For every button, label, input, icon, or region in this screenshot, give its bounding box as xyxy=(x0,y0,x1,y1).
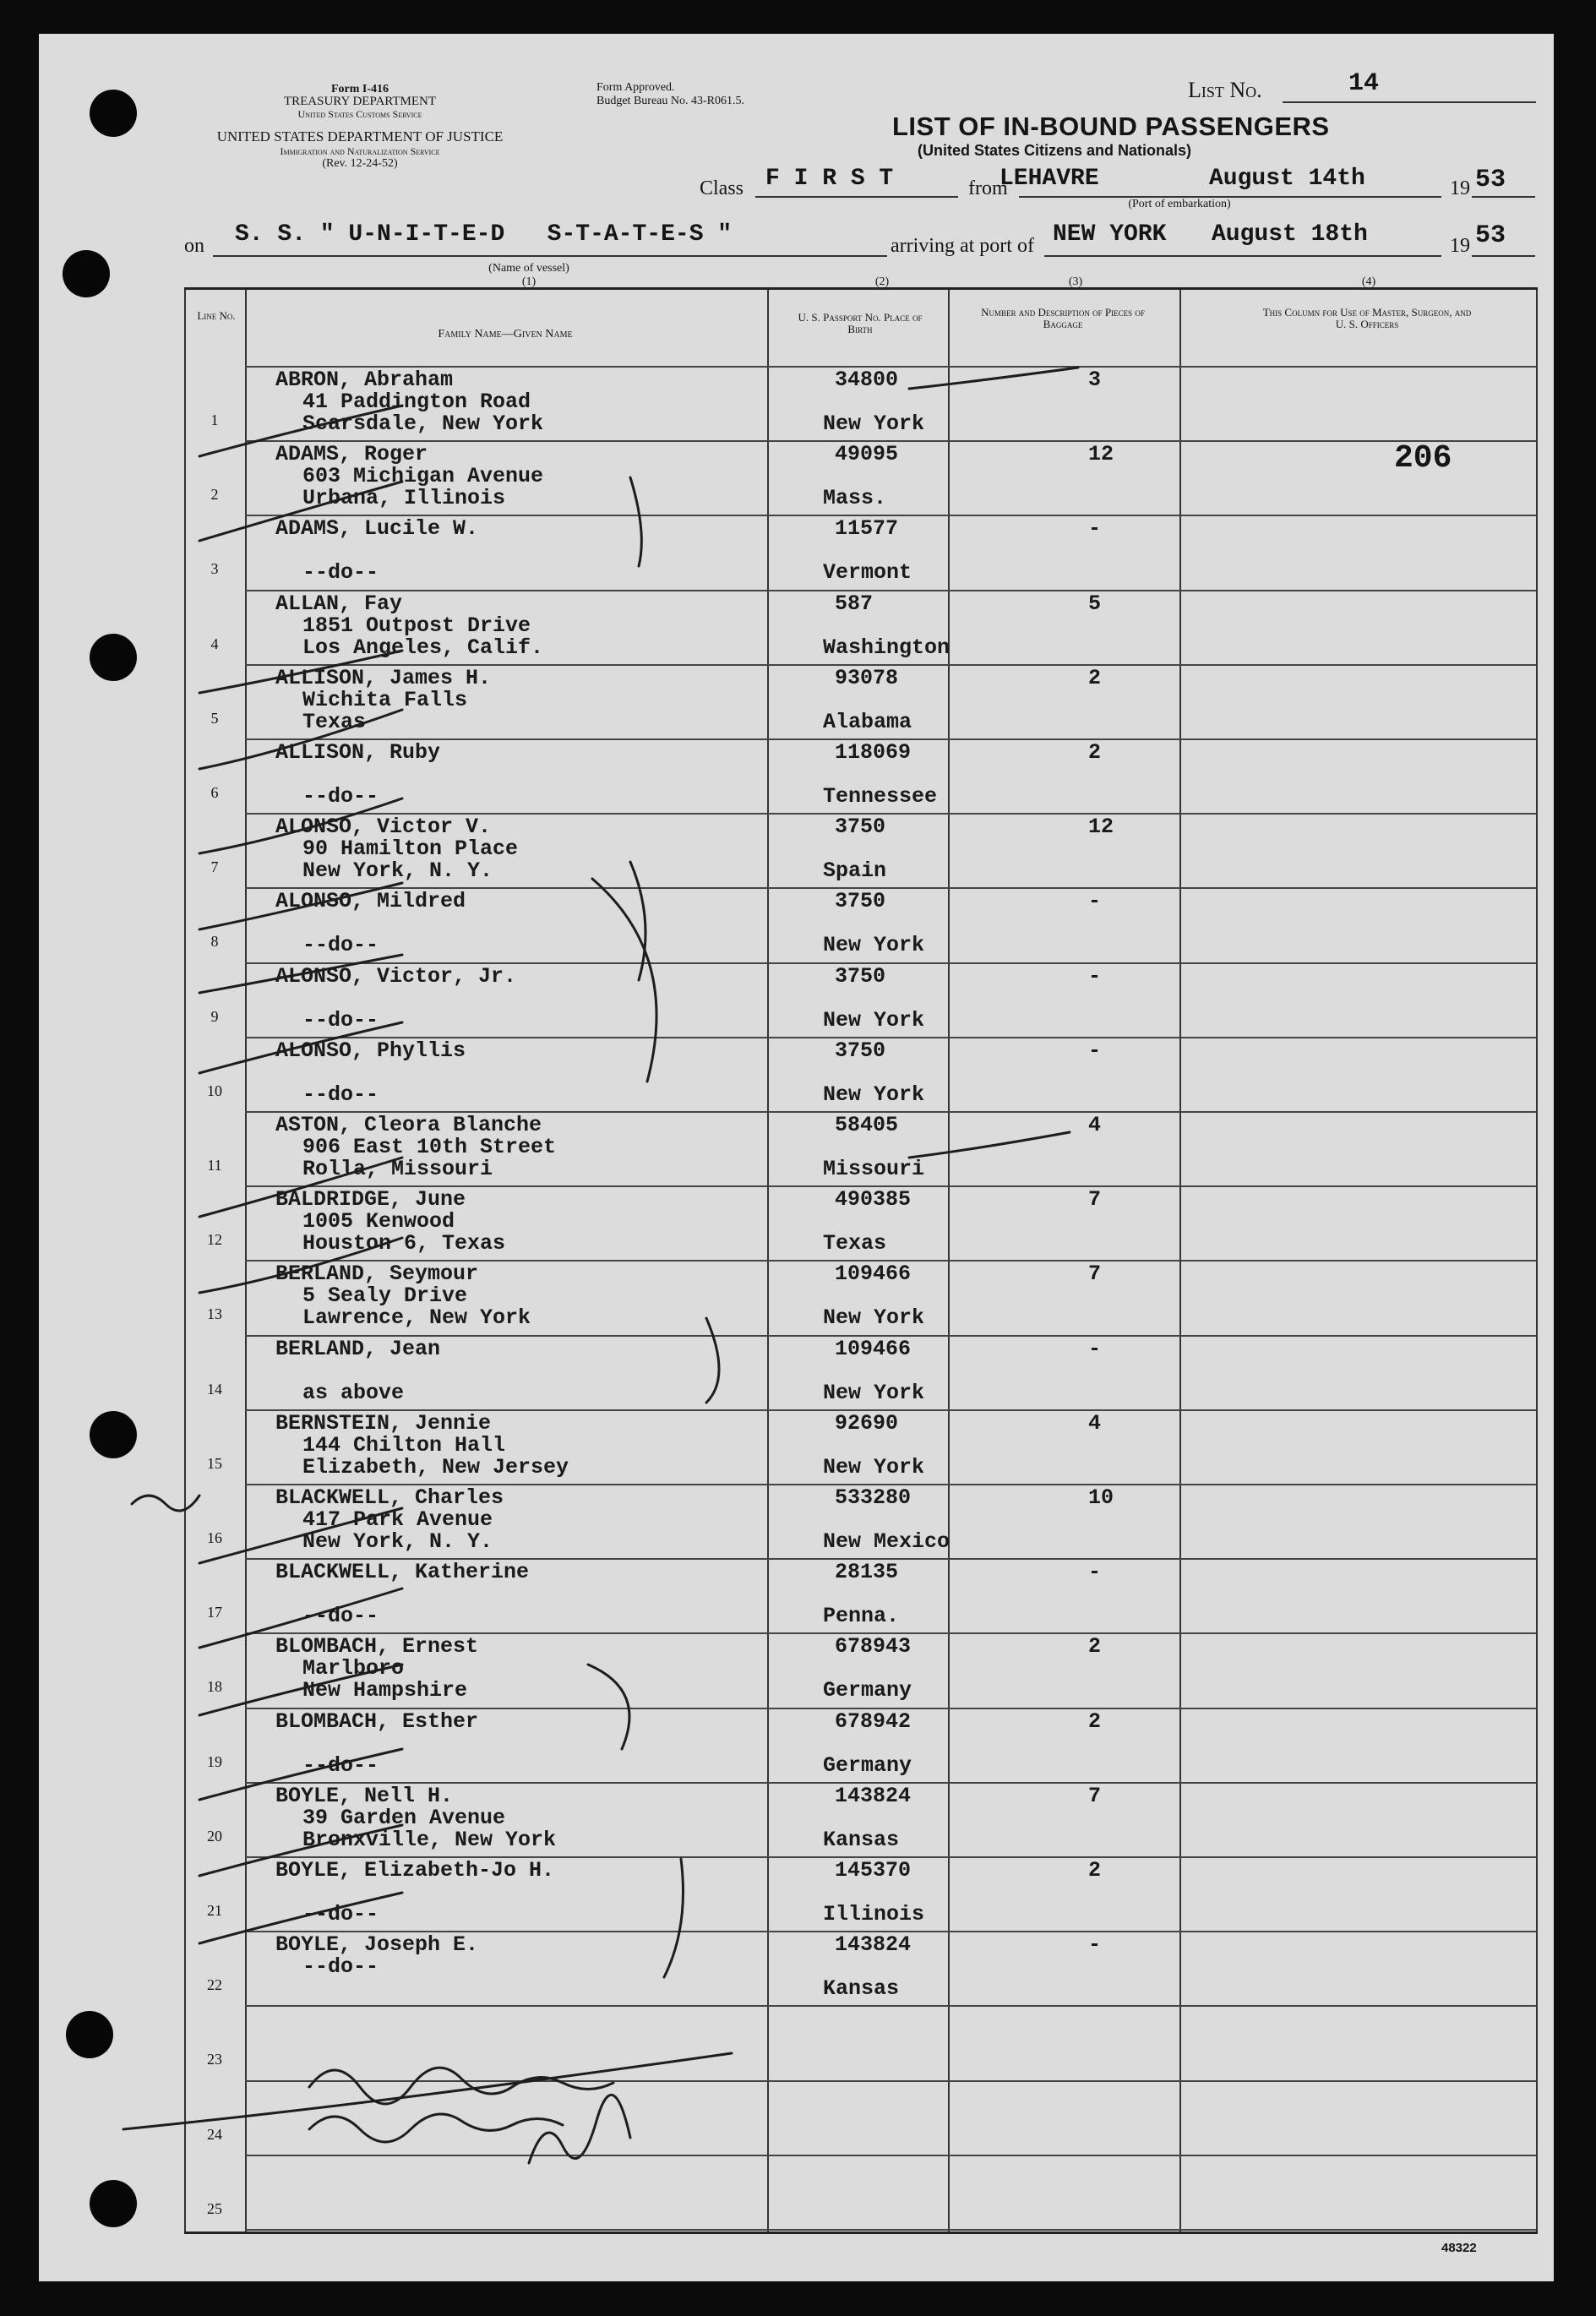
on-label: on xyxy=(184,235,204,257)
passenger-name: ADAMS, Lucile W. xyxy=(275,516,479,542)
baggage-count: 12 xyxy=(1088,815,1114,840)
address-line-2: Rolla, Missouri xyxy=(302,1157,493,1181)
col-header-line: Line No. xyxy=(197,309,236,322)
arrival-port: NEW YORK xyxy=(1053,221,1167,248)
line-number: 19 xyxy=(207,1752,222,1770)
birth-place: Spain xyxy=(823,858,887,884)
line-number: 17 xyxy=(207,1604,222,1621)
from-date: August 14th xyxy=(1209,166,1365,192)
baggage-count: 10 xyxy=(1088,1485,1114,1510)
passenger-name: ALLISON, James H. xyxy=(275,665,492,690)
arrival-date: August 18th xyxy=(1212,221,1368,248)
baggage-count: - xyxy=(1088,963,1102,989)
line-number: 22 xyxy=(207,1976,222,1994)
baggage-count: - xyxy=(1088,1560,1102,1585)
birth-place: Kansas xyxy=(823,1827,900,1852)
passenger-name: ADAMS, Roger xyxy=(275,442,428,467)
passport-number: 3750 xyxy=(835,963,886,989)
passport-number: 34800 xyxy=(835,368,899,392)
line-number: 10 xyxy=(207,1082,222,1099)
baggage-count: - xyxy=(1088,1932,1102,1958)
line-number: 7 xyxy=(210,858,219,876)
passenger-name: BOYLE, Elizabeth-Jo H. xyxy=(275,1858,555,1883)
col-header-name: Family Name—Given Name xyxy=(438,328,573,341)
line-number: 20 xyxy=(207,1827,222,1845)
line-number: 16 xyxy=(207,1529,222,1546)
page-title: LIST OF IN-BOUND PASSENGERS xyxy=(892,112,1330,141)
passport-number: 490385 xyxy=(835,1187,912,1212)
passport-number: 118069 xyxy=(835,740,912,765)
passport-number: 93078 xyxy=(835,665,899,690)
address-line-1: 144 Chilton Hall xyxy=(302,1432,506,1458)
address-line-2: --do-- xyxy=(302,1604,379,1629)
address-line-2: Lawrence, New York xyxy=(302,1305,531,1331)
line-number: 6 xyxy=(210,784,219,801)
form-number: Form I-416 xyxy=(330,83,389,95)
address-line-2: Los Angeles, Calif. xyxy=(302,635,544,660)
passenger-name: BLOMBACH, Ernest xyxy=(275,1634,479,1659)
col2-number: (2) xyxy=(874,275,890,288)
birth-place: New York xyxy=(823,933,925,958)
address-line-2: --do-- xyxy=(302,933,379,958)
year2-prefix: 19 xyxy=(1450,235,1470,257)
page-subtitle: (United States Citizens and Nationals) xyxy=(918,142,1192,159)
baggage-count: - xyxy=(1088,1336,1102,1361)
handwritten-marks xyxy=(39,34,1554,2281)
address-line-1: 906 East 10th Street xyxy=(302,1135,557,1159)
from-port: LEHAVRE xyxy=(1000,166,1099,192)
passport-number: 587 xyxy=(835,591,874,616)
line-number: 14 xyxy=(207,1380,222,1398)
footer-code: 48322 xyxy=(1441,2241,1477,2255)
passport-number: 109466 xyxy=(835,1336,912,1361)
col4-number: (4) xyxy=(1361,275,1376,288)
passenger-name: ALLISON, Ruby xyxy=(275,740,441,765)
address-line-2: --do-- xyxy=(302,1007,379,1033)
address-line-2: Houston 6, Texas xyxy=(302,1231,506,1256)
address-line-2: Texas xyxy=(302,709,367,734)
baggage-count: 7 xyxy=(1088,1262,1102,1287)
list-no-value: 14 xyxy=(1348,69,1380,98)
passenger-name: BLOMBACH, Esther xyxy=(275,1708,479,1734)
col-header-passport: U. S. Passport No. Place of Birth xyxy=(798,311,923,335)
col-header-officers: This Column for Use of Master, Surgeon, and U. S. Officers xyxy=(1262,306,1472,330)
passenger-name: ASTON, Cleora Blanche xyxy=(275,1113,542,1137)
address-line-2: Urbana, Illinois xyxy=(302,486,506,511)
passenger-name: BERLAND, Seymour xyxy=(275,1262,479,1287)
birth-place: Vermont xyxy=(823,560,912,586)
passport-number: 145370 xyxy=(835,1858,912,1883)
address-line-1: 1851 Outpost Drive xyxy=(302,613,531,638)
birth-place: Germany xyxy=(823,1678,912,1703)
manifest-page xyxy=(39,34,1554,2281)
birth-place: Penna. xyxy=(823,1604,900,1629)
line-number: 23 xyxy=(207,2051,222,2068)
line-number: 9 xyxy=(210,1007,219,1025)
passenger-name: ALONSO, Phyllis xyxy=(275,1038,466,1063)
agency-justice: UNITED STATES DEPARTMENT OF JUSTICE xyxy=(216,128,504,144)
passenger-name: BOYLE, Nell H. xyxy=(275,1783,454,1808)
passenger-name: BERLAND, Jean xyxy=(275,1336,441,1361)
birth-place: Missouri xyxy=(823,1157,925,1181)
form-approved: Form Approved. xyxy=(596,81,675,94)
birth-place: Texas xyxy=(823,1231,887,1256)
address-line-2: --do-- xyxy=(302,1752,379,1778)
address-line-1: 603 Michigan Avenue xyxy=(302,464,544,489)
passport-number: 109466 xyxy=(835,1262,912,1287)
address-line-2: Elizabeth, New Jersey xyxy=(302,1454,569,1480)
baggage-count: 12 xyxy=(1088,442,1114,467)
address-line-1: --do-- xyxy=(302,1954,379,1980)
passport-number: 3750 xyxy=(835,889,886,914)
address-line-1: 5 Sealy Drive xyxy=(302,1283,468,1309)
agency-customs: United States Customs Service xyxy=(297,108,422,120)
line-number: 5 xyxy=(210,709,219,727)
passport-number: 143824 xyxy=(835,1932,912,1958)
address-line-1: 417 Park Avenue xyxy=(302,1507,493,1532)
passenger-name: ALONSO, Victor V. xyxy=(275,815,492,840)
baggage-count: 5 xyxy=(1088,591,1102,616)
baggage-count: 4 xyxy=(1088,1113,1102,1137)
birth-place: Germany xyxy=(823,1752,912,1778)
arriving-label: arriving at port of xyxy=(891,235,1034,257)
birth-place: New York xyxy=(823,1007,925,1033)
address-line-2: Bronxville, New York xyxy=(302,1827,557,1852)
birth-place: Kansas xyxy=(823,1976,900,2002)
address-line-2: Scarsdale, New York xyxy=(302,411,544,436)
passenger-name: ALLAN, Fay xyxy=(275,591,403,616)
line-number: 15 xyxy=(207,1454,222,1472)
agency-treasury: TREASURY DEPARTMENT xyxy=(283,95,437,108)
passenger-name: BERNSTEIN, Jennie xyxy=(275,1410,492,1436)
passport-number: 678942 xyxy=(835,1708,912,1734)
passport-number: 28135 xyxy=(835,1560,899,1585)
vessel-note: (Name of vessel) xyxy=(488,262,569,275)
address-line-1: 41 Paddington Road xyxy=(302,390,531,414)
birth-place: New York xyxy=(823,1454,925,1480)
passenger-name: BLACKWELL, Charles xyxy=(275,1485,504,1510)
baggage-count: - xyxy=(1088,889,1102,914)
col1-number: (1) xyxy=(521,275,537,288)
vessel-name: S. S. " U-N-I-T-E-D S-T-A-T-E-S " xyxy=(235,221,733,248)
address-line-1: 1005 Kenwood xyxy=(302,1209,455,1234)
from-label: from xyxy=(968,177,1008,199)
passenger-name: ALONSO, Mildred xyxy=(275,889,466,914)
budget-bureau: Budget Bureau No. 43-R061.5. xyxy=(596,95,744,107)
baggage-count: 3 xyxy=(1088,368,1102,392)
address-line-2: New York, N. Y. xyxy=(302,858,493,884)
address-line-2: --do-- xyxy=(302,784,379,809)
officer-stamp-number: 206 xyxy=(1394,440,1452,477)
class-label: Class xyxy=(700,177,744,199)
line-number: 8 xyxy=(210,933,219,951)
birth-place: Illinois xyxy=(823,1902,925,1926)
line-number: 3 xyxy=(210,560,219,578)
passenger-name: ABRON, Abraham xyxy=(275,368,454,392)
address-line-1: 90 Hamilton Place xyxy=(302,836,519,862)
address-line-1: Marlboro xyxy=(302,1656,405,1681)
agency-ins: Immigration and Naturalization Service xyxy=(280,145,440,157)
line-number: 12 xyxy=(207,1231,222,1249)
address-line-1: 39 Garden Avenue xyxy=(302,1805,506,1830)
birth-place: New York xyxy=(823,1082,925,1107)
address-line-2: --do-- xyxy=(302,1902,379,1926)
passport-number: 3750 xyxy=(835,815,886,840)
passport-number: 678943 xyxy=(835,1634,912,1659)
birth-place: New York xyxy=(823,411,925,436)
line-number: 11 xyxy=(207,1157,222,1174)
class-value: F I R S T xyxy=(765,166,894,192)
passenger-name: BOYLE, Joseph E. xyxy=(275,1932,479,1958)
line-number: 2 xyxy=(210,486,219,504)
birth-place: New Mexico xyxy=(823,1529,951,1554)
passenger-name: ALONSO, Victor, Jr. xyxy=(275,963,517,989)
year2-suffix: 53 xyxy=(1475,221,1506,250)
line-number: 1 xyxy=(210,411,219,428)
birth-place: Mass. xyxy=(823,486,887,511)
birth-place: New York xyxy=(823,1380,925,1405)
birth-place: Alabama xyxy=(823,709,912,734)
baggage-count: 2 xyxy=(1088,665,1102,690)
baggage-count: 7 xyxy=(1088,1783,1102,1808)
line-number: 18 xyxy=(207,1678,222,1696)
passport-number: 49095 xyxy=(835,442,899,467)
address-line-1: Wichita Falls xyxy=(302,687,468,712)
address-line-2: --do-- xyxy=(302,1082,379,1107)
address-line-2: --do-- xyxy=(302,560,379,586)
address-line-2: as above xyxy=(302,1380,405,1405)
passport-number: 143824 xyxy=(835,1783,912,1808)
passport-number: 3750 xyxy=(835,1038,886,1063)
baggage-count: 2 xyxy=(1088,1634,1102,1659)
baggage-count: 2 xyxy=(1088,1708,1102,1734)
list-no-label: List No. xyxy=(1188,78,1262,102)
year-suffix: 53 xyxy=(1475,166,1506,194)
passenger-name: BALDRIDGE, June xyxy=(275,1187,466,1212)
birth-place: Tennessee xyxy=(823,784,938,809)
col3-number: (3) xyxy=(1068,275,1083,288)
birth-place: Washington xyxy=(823,635,951,660)
baggage-count: 4 xyxy=(1088,1410,1102,1436)
baggage-count: 2 xyxy=(1088,1858,1102,1883)
baggage-count: 7 xyxy=(1088,1187,1102,1212)
passport-number: 533280 xyxy=(835,1485,912,1510)
address-line-2: New York, N. Y. xyxy=(302,1529,493,1554)
baggage-count: 2 xyxy=(1088,740,1102,765)
baggage-count: - xyxy=(1088,516,1102,542)
address-line-2: New Hampshire xyxy=(302,1678,468,1703)
port-embark-note: (Port of embarkation) xyxy=(1128,198,1231,210)
col-header-baggage: Number and Description of Pieces of Baggage xyxy=(981,306,1145,330)
passport-number: 92690 xyxy=(835,1410,899,1436)
line-number: 21 xyxy=(207,1902,222,1919)
birth-place: New York xyxy=(823,1305,925,1331)
passport-number: 58405 xyxy=(835,1113,899,1137)
passenger-name: BLACKWELL, Katherine xyxy=(275,1560,530,1585)
baggage-count: - xyxy=(1088,1038,1102,1063)
passport-number: 11577 xyxy=(835,516,899,542)
form-revision: (Rev. 12-24-52) xyxy=(322,157,398,170)
year-prefix: 19 xyxy=(1450,177,1470,199)
line-number: 25 xyxy=(207,2199,222,2217)
line-number: 13 xyxy=(207,1305,222,1323)
line-number: 4 xyxy=(210,635,219,652)
line-number: 24 xyxy=(207,2125,222,2143)
